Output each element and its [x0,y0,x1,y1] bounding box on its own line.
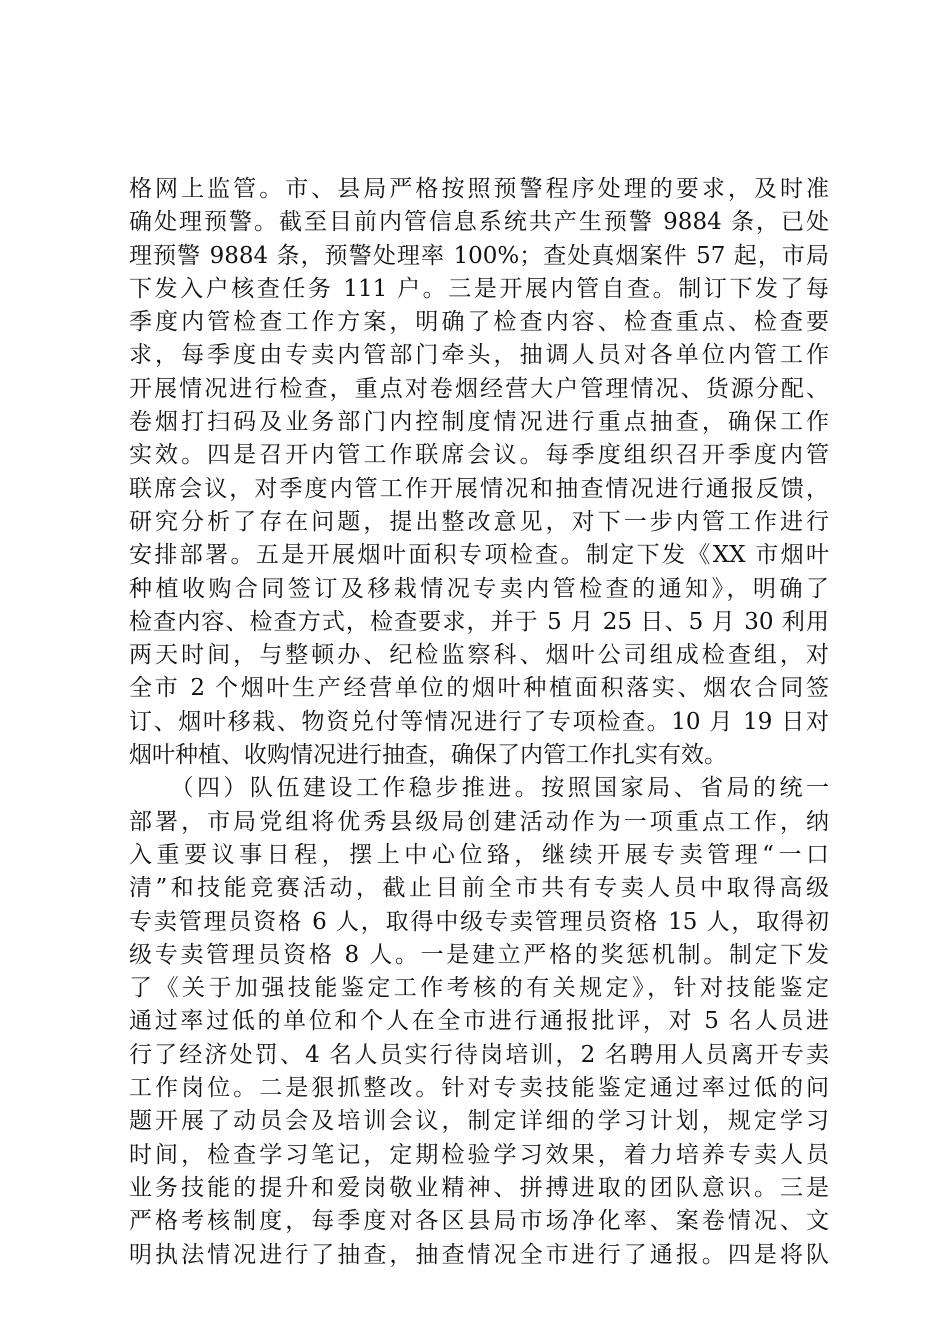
text-line: 下发入户核查任务 111 户。三是开展内管自查。制订下发了每 [129,275,829,302]
text-line: 研究分析了存在问题，提出整改意见，对下一步内管工作进行 [129,508,829,535]
text-line: 明执法情况进行了抽查，抽查情况全市进行了通报。四是将队 [129,1241,829,1268]
text-line: 检查内容、检查方式，检查要求，并于 5 月 25 日、5 月 30 利用 [129,608,829,635]
text-line: 时间，检查学习笔记，定期检验学习效果，着力培养专卖人员 [129,1141,829,1168]
text-line: 级专卖管理员资格 8 人。一是建立严格的奖惩机制。制定下发 [129,941,829,968]
text-line: 订、烟叶移栽、物资兑付等情况进行了专项检查。10 月 19 日对 [129,708,829,735]
text-line: 格网上监管。市、县局严格按照预警程序处理的要求，及时准 [129,176,829,202]
text-line: 严格考核制度，每季度对各区县局市场净化率、案卷情况、文 [129,1208,829,1235]
text-line: 求，每季度由专卖内管部门牵头，抽调人员对各单位内管工作 [129,342,829,369]
text-line: 入重要议事日程，摆上中心位臵，继续开展专卖管理“一口 [129,841,829,868]
body-text [129,173,829,1272]
text-line: 卷烟打扫码及业务部门内控制度情况进行重点抽查，确保工作 [129,409,829,436]
text-line: 业务技能的提升和爱岗敬业精神、拼搏进取的团队意识。三是 [129,1174,829,1201]
text-line: 实效。四是召开内管工作联席会议。每季度组织召开季度内管 [129,442,829,469]
text-line: 开展情况进行检查，重点对卷烟经营大户管理情况、货源分配、 [129,375,829,402]
paragraph-end-line: 烟叶种植、收购情况进行抽查，确保了内管工作扎实有效。 [129,742,727,769]
text-line: 行了经济处罚、4 名人员实行待岗培训，2 名聘用人员离开专卖 [129,1041,829,1068]
text-line: 通过率过低的单位和个人在全市进行通报批评，对 5 名人员进 [129,1008,829,1035]
text-line: 部署，市局党组将优秀县级局创建活动作为一项重点工作，纳 [129,808,829,835]
text-line: 清”和技能竞赛活动，截止目前全市共有专卖人员中取得高级 [129,875,829,902]
text-line: 两天时间，与整顿办、纪检监察科、烟叶公司组成检查组，对 [129,642,829,669]
text-line: 联席会议，对季度内管工作开展情况和抽查情况进行通报反馈， [129,475,829,502]
text-line: 了《关于加强技能鉴定工作考核的有关规定》，针对技能鉴定 [129,975,829,1002]
text-line: 全市 2 个烟叶生产经营单位的烟叶种植面积落实、烟农合同签 [129,675,829,702]
text-line: 确处理预警。截至目前内管信息系统共产生预警 9884 条，已处 [129,209,829,236]
text-line: 季度内管检查工作方案，明确了检查内容、检查重点、检查要 [129,309,829,336]
text-line: 安排部署。五是开展烟叶面积专项检查。制定下发《XX 市烟叶 [129,542,829,569]
text-line: 种植收购合同签订及移栽情况专卖内管检查的通知》，明确了 [129,575,829,602]
text-line: 工作岗位。二是狠抓整改。针对专卖技能鉴定通过率过低的问 [129,1075,829,1102]
text-line: 理预警 9884 条，预警处理率 100%；查处真烟案件 57 起，市局 [129,242,829,269]
section-heading-line: （四）队伍建设工作稳步推进。按照国家局、省局的统一 [129,775,829,802]
text-line: 题开展了动员会及培训会议，制定详细的学习计划，规定学习 [129,1108,829,1135]
text-line: 专卖管理员资格 6 人，取得中级专卖管理员资格 15 人，取得初 [129,908,829,935]
